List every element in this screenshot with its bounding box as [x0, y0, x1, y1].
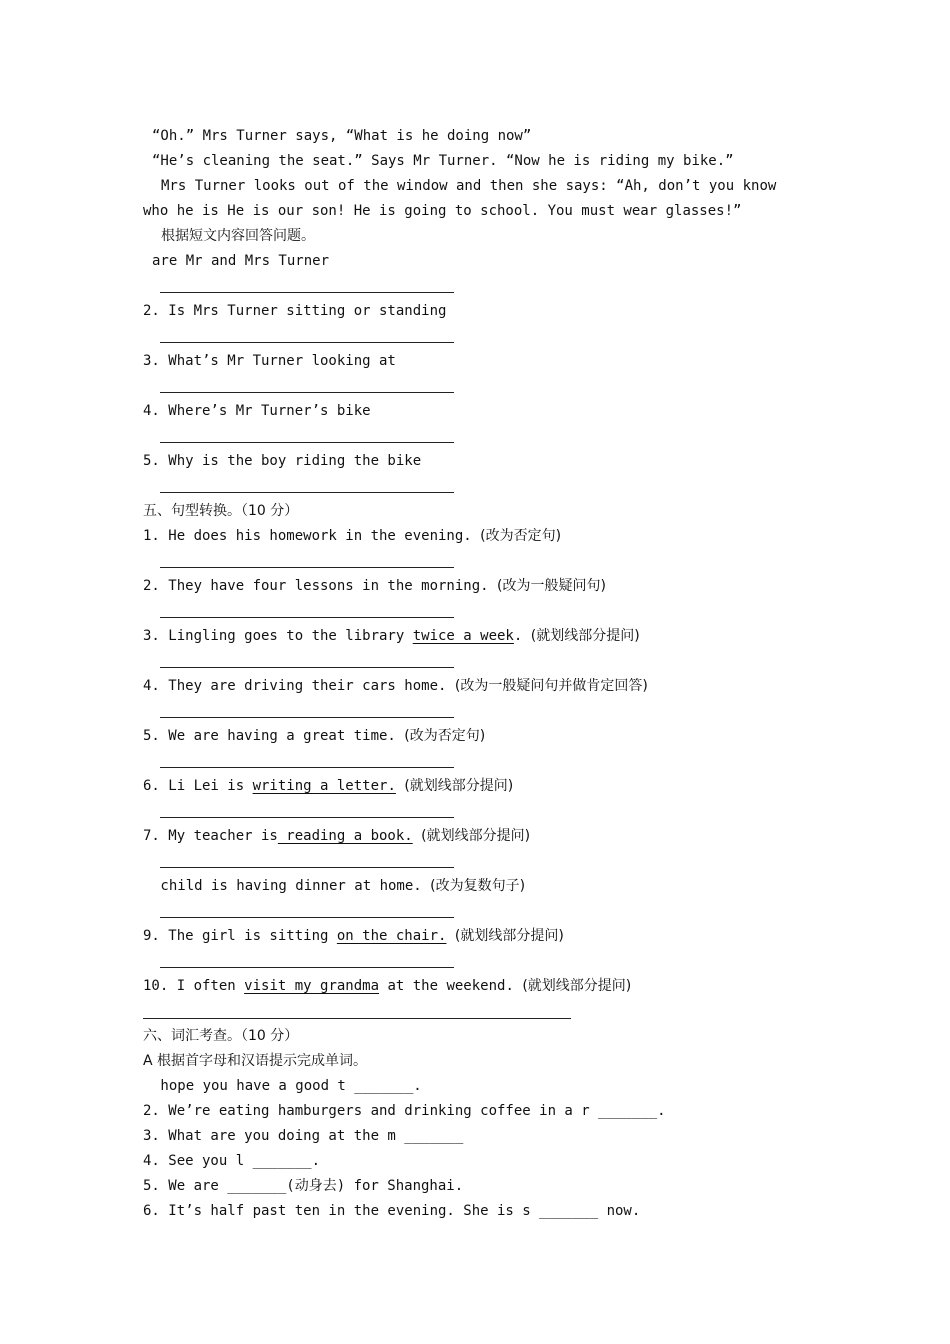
reading-question: 5. Why is the boy riding the bike	[143, 453, 422, 469]
reading-question: 4. Where’s Mr Turner’s bike	[143, 403, 371, 419]
vocab-item: 6. It’s half past ten in the evening. She is s _______ now.	[143, 1203, 641, 1219]
section6-title: 六、词汇考查。（10 分）	[143, 1028, 299, 1044]
answer-line[interactable]	[143, 849, 823, 874]
transform-item: 3. Lingling goes to the library twice a week. (就划线部分提问)	[143, 628, 640, 644]
reading-question: are Mr and Mrs Turner	[152, 253, 330, 269]
section6-subtitle: A 根据首字母和汉语提示完成单词。	[143, 1053, 368, 1069]
answer-line[interactable]	[143, 649, 823, 674]
transform-item: 5. We are having a great time. (改为否定句)	[143, 728, 486, 744]
transform-item: 10. I often visit my grandma at the weekend. (就划线部分提问)	[143, 978, 632, 994]
underlined-phrase: reading a book.	[277, 828, 413, 844]
answer-line[interactable]	[143, 699, 823, 724]
story-line: who he is He is our son! He is going to school. You must wear glasses!”	[143, 203, 742, 219]
instruction-note: (改为否定句)	[404, 728, 486, 744]
instruction-note: (改为否定句)	[480, 528, 562, 544]
answer-line[interactable]	[143, 749, 823, 774]
reading-question: 2. Is Mrs Turner sitting or standing	[143, 303, 447, 319]
transform-item: 4. They are driving their cars home. (改为一般疑问句并做肯定回答)	[143, 678, 648, 694]
story-line: Mrs Turner looks out of the window and then she says: “Ah, don’t you know	[161, 178, 777, 194]
answer-line[interactable]	[143, 899, 823, 924]
answer-line[interactable]	[143, 274, 823, 299]
instruction-note: (改为一般疑问句)	[497, 578, 606, 594]
instruction-note: (改为复数句子)	[430, 878, 526, 894]
transform-item: child is having dinner at home. (改为复数句子)	[152, 878, 526, 894]
underlined-phrase: on the chair.	[336, 928, 447, 944]
answer-line[interactable]	[143, 799, 823, 824]
vocab-item: 3. What are you doing at the m _______	[143, 1128, 464, 1144]
reading-instruction: 根据短文内容回答问题。	[161, 228, 315, 244]
transform-item: 9. The girl is sitting on the chair. (就划线部分提问)	[143, 928, 564, 944]
instruction-note: (就划线部分提问)	[421, 828, 531, 844]
vocab-item: 2. We’re eating hamburgers and drinking coffee in a r _______.	[143, 1103, 666, 1119]
vocab-item: 5. We are _______(动身去) for Shanghai.	[143, 1178, 464, 1194]
worksheet-content	[143, 124, 823, 1224]
instruction-note: (就划线部分提问)	[454, 928, 564, 944]
section5-title: 五、句型转换。（10 分）	[143, 503, 299, 519]
instruction-note: (就划线部分提问)	[404, 778, 514, 794]
underlined-phrase: writing a letter.	[252, 778, 396, 794]
transform-item: 7. My teacher is reading a book. (就划线部分提问)	[143, 828, 531, 844]
answer-line[interactable]	[143, 949, 823, 974]
answer-line[interactable]	[143, 999, 823, 1024]
answer-line[interactable]	[143, 374, 823, 399]
vocab-item: hope you have a good t _______.	[152, 1078, 422, 1094]
underlined-phrase: twice a week	[412, 628, 514, 644]
answer-line[interactable]	[143, 424, 823, 449]
instruction-note: (就划线部分提问)	[530, 628, 640, 644]
story-line: “Oh.” Mrs Turner says, “What is he doing now”	[152, 128, 532, 144]
answer-line[interactable]	[143, 599, 823, 624]
answer-line[interactable]	[143, 474, 823, 499]
transform-item: 1. He does his homework in the evening. (改为否定句)	[143, 528, 562, 544]
transform-item: 6. Li Lei is writing a letter. (就划线部分提问)	[143, 778, 514, 794]
underlined-phrase: visit my grandma	[244, 978, 380, 994]
answer-line[interactable]	[143, 549, 823, 574]
answer-line[interactable]	[143, 324, 823, 349]
reading-question: 3. What’s Mr Turner looking at	[143, 353, 396, 369]
story-line: “He’s cleaning the seat.” Says Mr Turner. “Now he is riding my bike.”	[152, 153, 734, 169]
vocab-item: 4. See you l _______.	[143, 1153, 321, 1169]
instruction-note: (改为一般疑问句并做肯定回答)	[454, 678, 648, 694]
instruction-note: (就划线部分提问)	[522, 978, 632, 994]
transform-item: 2. They have four lessons in the morning. (改为一般疑问句)	[143, 578, 606, 594]
